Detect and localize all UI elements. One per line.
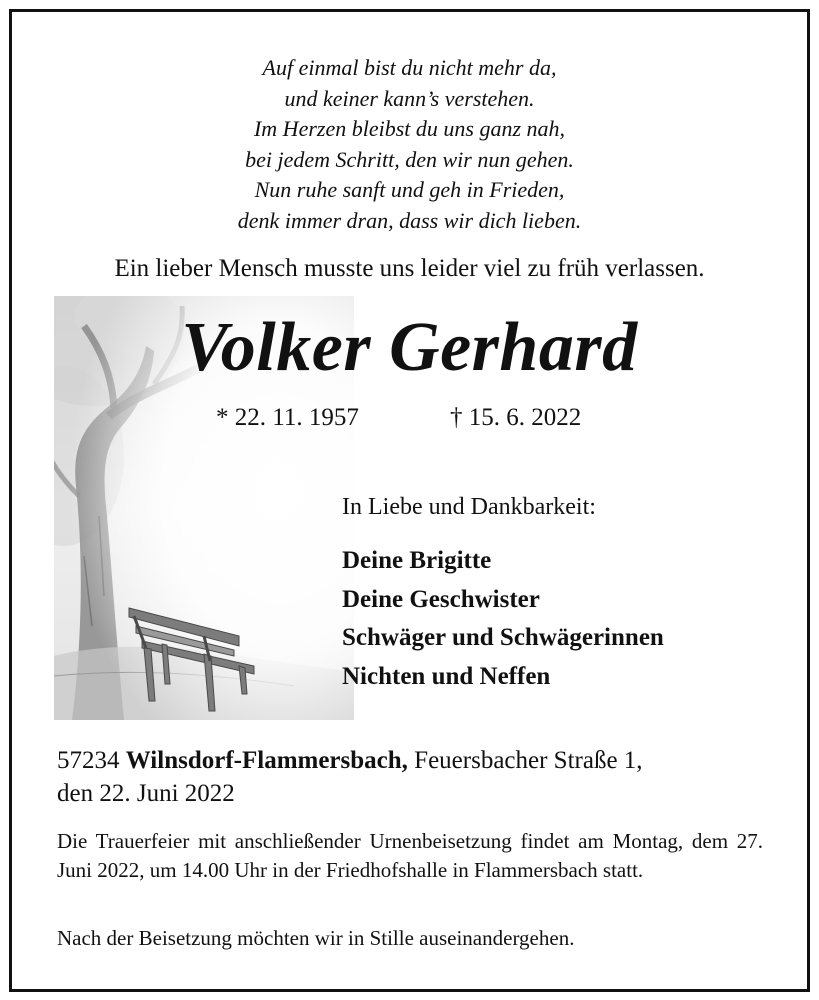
mourner-name: Nichten und Neffen: [342, 662, 551, 690]
address-date: den 22. Juni 2022: [57, 780, 235, 807]
intro-sentence: Ein lieber Mensch musste uns leider viel zu früh verlassen.: [114, 255, 705, 282]
mourner-name: Deine Geschwister: [342, 585, 540, 613]
mourner-name: Schwäger und Schwägerinnen: [342, 624, 664, 651]
address-block: [57, 744, 643, 810]
thanks-line: In Liebe und Dankbarkeit:: [342, 494, 596, 520]
poem-line: Im Herzen bleibst du uns ganz nah,: [253, 116, 566, 141]
poem-line: und keiner kann’s verstehen.: [284, 85, 535, 111]
mourner-name: Deine Brigitte: [342, 547, 492, 574]
ceremony-notice: Die Trauerfeier mit anschließender Urnenbeisetzung findet am Montag, dem 27. Juni 2022, um 14.00 Uhr in der Friedhofshalle in Flammersbach statt.: [57, 829, 763, 882]
poem: [0, 53, 819, 236]
street: Feuersbacher Straße 1,: [414, 747, 643, 774]
deceased-name: Volker Gerhard: [181, 309, 638, 386]
poem-line: bei jedem Schritt, den wir nun gehen.: [245, 146, 574, 172]
closing-note: Nach der Beisetzung möchten wir in Stille auseinandergehen.: [57, 926, 575, 950]
poem-line: denk immer dran, dass wir dich lieben.: [237, 207, 582, 233]
death-date: † 15. 6. 2022: [450, 404, 582, 431]
poem-line: Auf einmal bist du nicht mehr da,: [262, 55, 557, 80]
address-line: [57, 744, 643, 777]
mourners-list: [342, 542, 664, 696]
poem-line: Nun ruhe sanft und geh in Frieden,: [254, 177, 565, 202]
town: Wilnsdorf-Flammersbach,: [125, 747, 408, 774]
postcode: 57234: [57, 747, 120, 774]
birth-date: * 22. 11. 1957: [216, 404, 359, 431]
